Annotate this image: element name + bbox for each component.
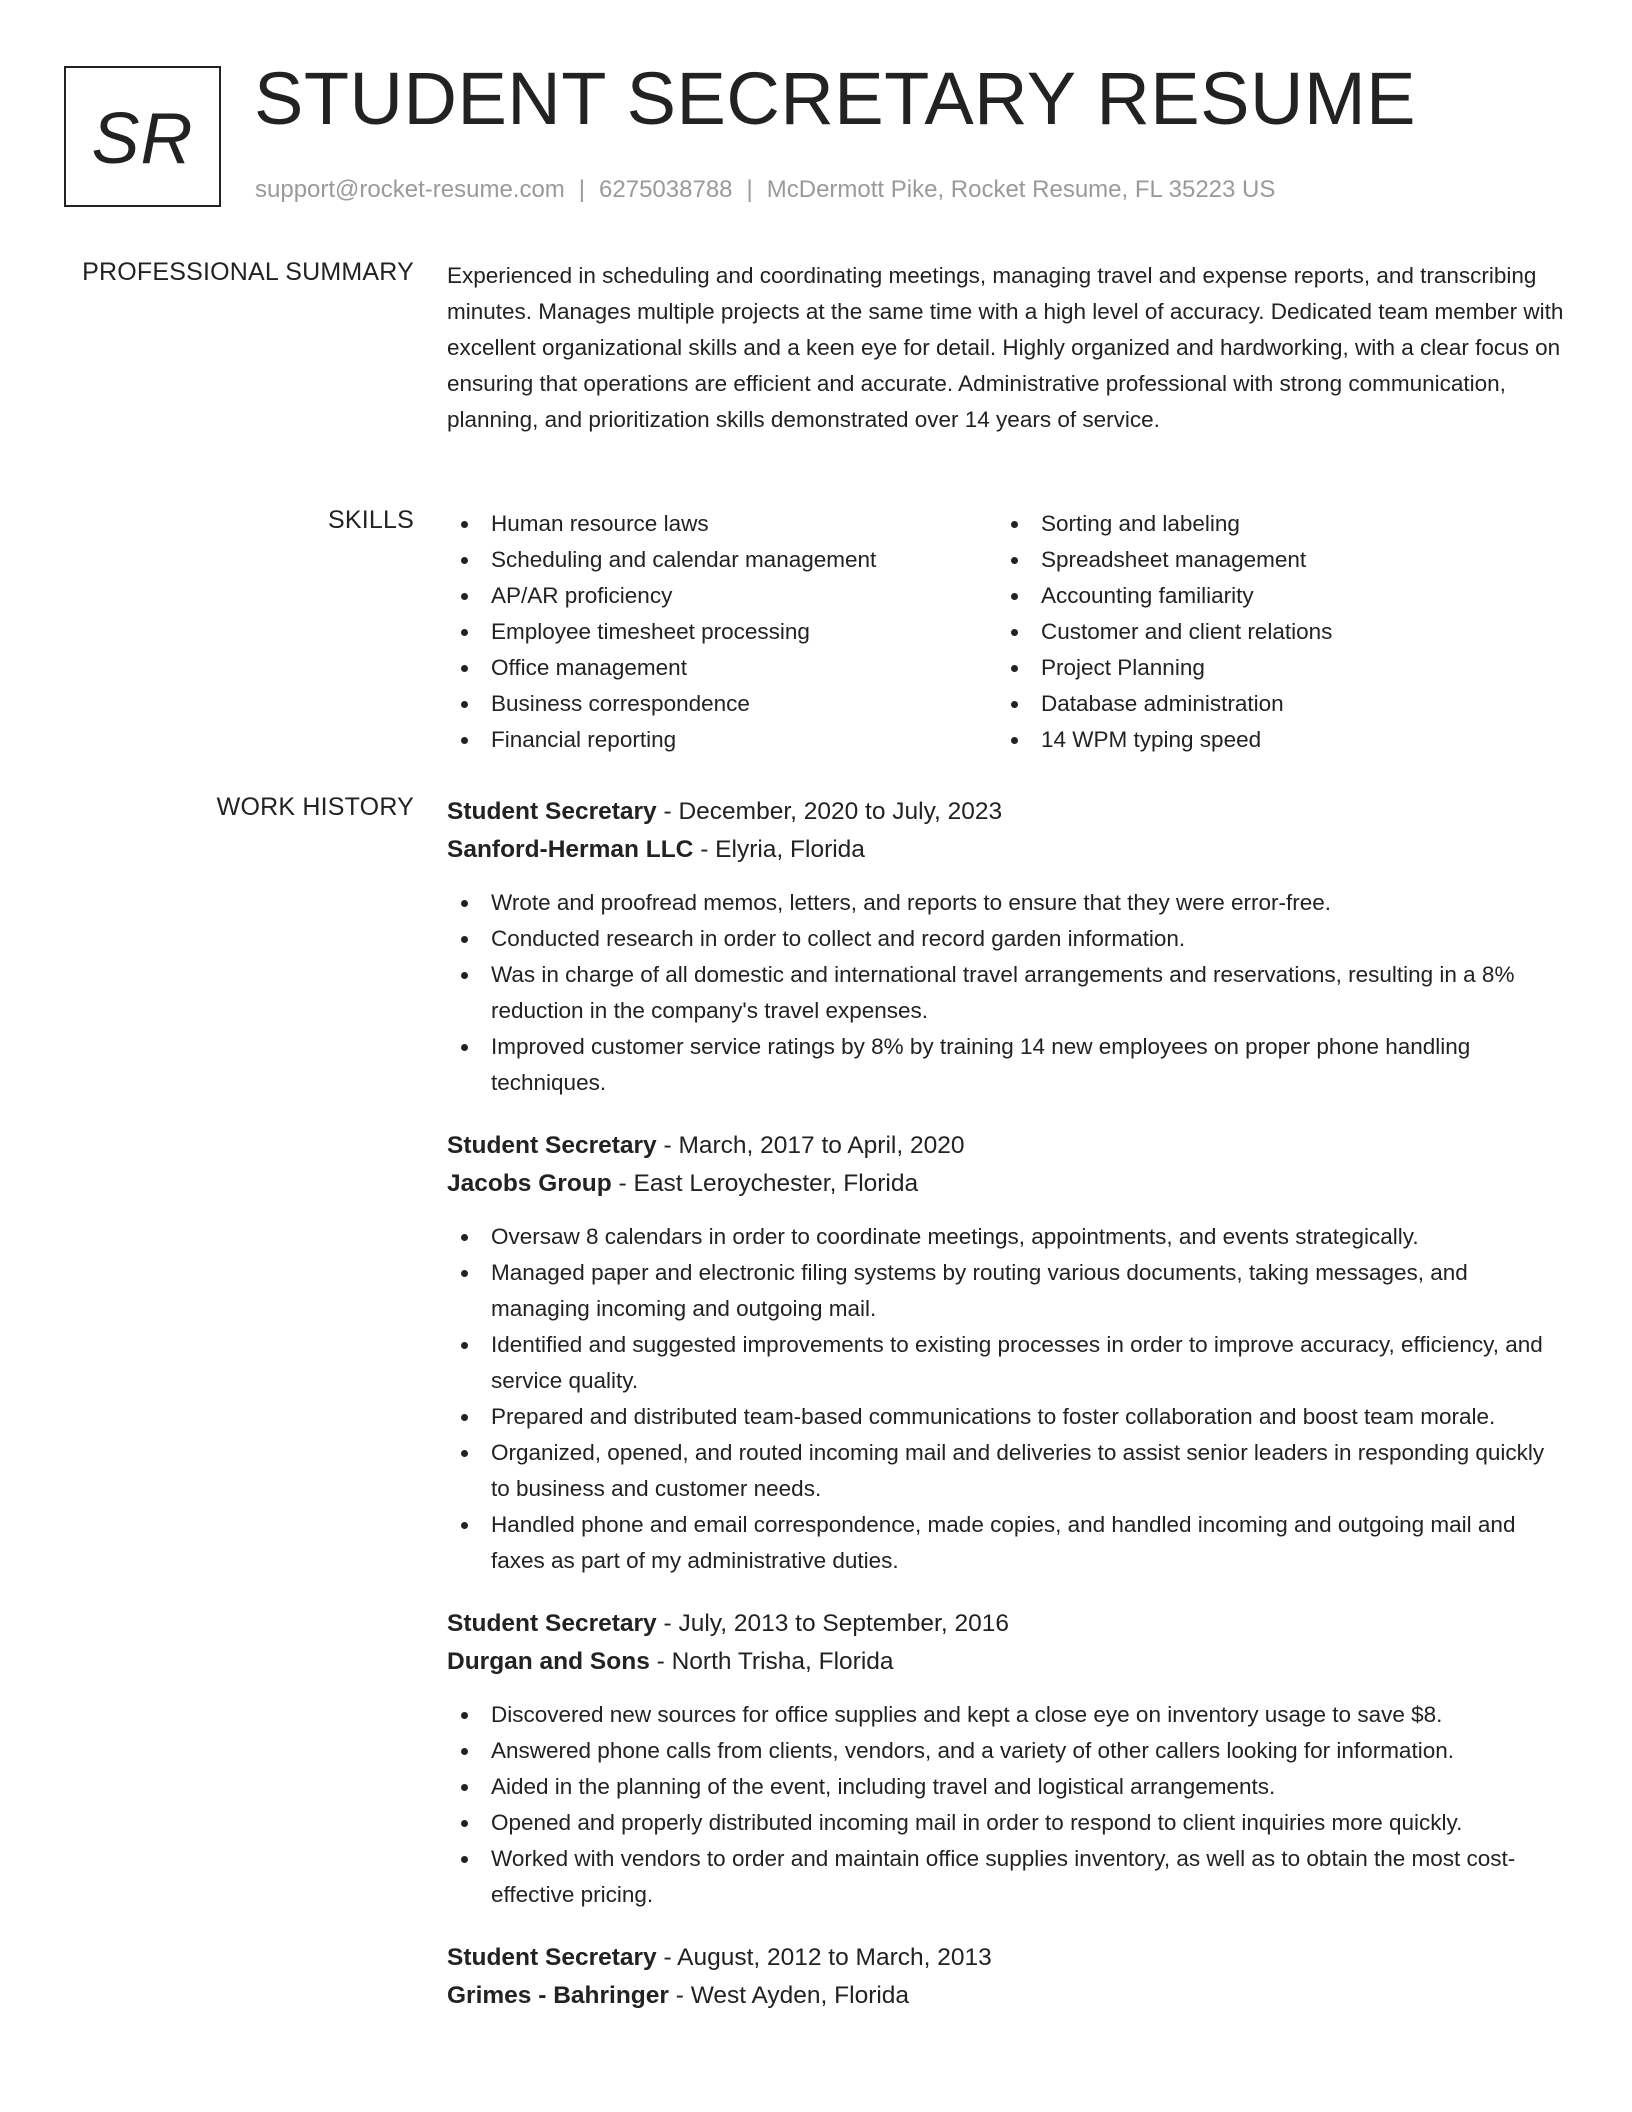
job-bullet: Conducted research in order to collect and record garden information. xyxy=(447,921,1569,957)
job-title: Student Secretary xyxy=(447,1132,657,1159)
skill-item: Sorting and labeling xyxy=(997,506,1547,542)
job-entry xyxy=(447,1605,1569,1913)
skill-item: Project Planning xyxy=(997,650,1547,686)
job-location: - North Trisha, Florida xyxy=(649,1648,894,1675)
job-title-line xyxy=(447,1939,1569,1977)
job-location: - East Leroychester, Florida xyxy=(611,1170,919,1197)
work-history-body xyxy=(447,793,1569,2041)
job-title-line xyxy=(447,793,1569,831)
skill-item: Accounting familiarity xyxy=(997,578,1547,614)
job-entry xyxy=(447,1939,1569,2015)
section-label-summary: PROFESSIONAL SUMMARY xyxy=(82,258,414,286)
job-company: Grimes - Bahringer xyxy=(447,1982,669,2009)
skill-item: Business correspondence xyxy=(447,686,997,722)
job-title-line xyxy=(447,1127,1569,1165)
job-dates: - March, 2017 to April, 2020 xyxy=(656,1132,965,1159)
skill-item: Office management xyxy=(447,650,997,686)
job-bullet: Opened and properly distributed incoming mail in order to respond to client inquiries more quickly. xyxy=(447,1805,1569,1841)
job-bullet: Discovered new sources for office supplies and kept a close eye on inventory usage to save $8. xyxy=(447,1697,1569,1733)
contact-email[interactable]: support@rocket-resume.com xyxy=(255,176,565,203)
skill-item: Customer and client relations xyxy=(997,614,1547,650)
skill-item: Scheduling and calendar management xyxy=(447,542,997,578)
contact-line xyxy=(255,176,1275,204)
skill-item: AP/AR proficiency xyxy=(447,578,997,614)
contact-phone[interactable]: 6275038788 xyxy=(599,176,733,203)
job-company: Sanford-Herman LLC xyxy=(447,836,694,863)
job-bullet: Identified and suggested improvements to existing processes in order to improve accuracy, efficiency, and service quality. xyxy=(447,1327,1569,1399)
job-bullet: Managed paper and electronic filing systems by routing various documents, taking messages, and managing incoming and outgoing mail. xyxy=(447,1255,1569,1327)
job-bullet: Answered phone calls from clients, vendors, and a variety of other callers looking for information. xyxy=(447,1733,1569,1769)
summary-body xyxy=(447,258,1569,438)
section-label-skills: SKILLS xyxy=(328,506,414,534)
job-title: Student Secretary xyxy=(447,1610,657,1637)
skill-item: Spreadsheet management xyxy=(997,542,1547,578)
job-company-line xyxy=(447,1165,1569,1203)
summary-text: Experienced in scheduling and coordinating meetings, managing travel and expense reports, and transcribing minutes. Manages multiple projects at the same time with a high level of accuracy. Dedicated team member with excellent organizational skills and a keen eye for detail. Highly organized and hardworking, with a clear focus on ensuring that operations are efficient and accurate. Administrative professional with strong communication, planning, and prioritization skills demonstrated over 14 years of service. xyxy=(447,263,1564,432)
job-bullet: Handled phone and email correspondence, made copies, and handled incoming and outgoing mail and faxes as part of my administrative duties. xyxy=(447,1507,1569,1579)
job-bullets xyxy=(447,1219,1569,1579)
skill-item: Database administration xyxy=(997,686,1547,722)
skills-body xyxy=(447,506,1569,758)
job-bullet: Organized, opened, and routed incoming mail and deliveries to assist senior leaders in responding quickly to business and customer needs. xyxy=(447,1435,1569,1507)
job-bullet: Aided in the planning of the event, including travel and logistical arrangements. xyxy=(447,1769,1569,1805)
job-bullet: Improved customer service ratings by 8% by training 14 new employees on proper phone handling techniques. xyxy=(447,1029,1569,1101)
contact-separator: | xyxy=(578,176,586,203)
job-company: Jacobs Group xyxy=(447,1170,612,1197)
skills-column-right xyxy=(997,506,1547,758)
job-title: Student Secretary xyxy=(447,798,657,825)
job-bullets xyxy=(447,1697,1569,1913)
job-title-line xyxy=(447,1605,1569,1643)
skills-column-left xyxy=(447,506,997,758)
job-company-line xyxy=(447,1977,1569,2015)
job-bullet: Worked with vendors to order and maintain office supplies inventory, as well as to obtain the most cost-effective pricing. xyxy=(447,1841,1569,1913)
job-company-line xyxy=(447,831,1569,869)
job-title: Student Secretary xyxy=(447,1944,657,1971)
job-bullets xyxy=(447,885,1569,1101)
job-dates: - July, 2013 to September, 2016 xyxy=(656,1610,1009,1637)
skill-item: Financial reporting xyxy=(447,722,997,758)
skill-item: 14 WPM typing speed xyxy=(997,722,1547,758)
skill-item: Human resource laws xyxy=(447,506,997,542)
job-bullet: Oversaw 8 calendars in order to coordinate meetings, appointments, and events strategically. xyxy=(447,1219,1569,1255)
skill-item: Employee timesheet processing xyxy=(447,614,997,650)
monogram-logo xyxy=(64,66,221,207)
job-company: Durgan and Sons xyxy=(447,1648,650,1675)
job-bullet: Was in charge of all domestic and international travel arrangements and reservations, resulting in a 8% reduction in the company's travel expenses. xyxy=(447,957,1569,1029)
job-entry xyxy=(447,793,1569,1101)
section-label-work-history: WORK HISTORY xyxy=(216,793,414,821)
job-dates: - August, 2012 to March, 2013 xyxy=(656,1944,992,1971)
contact-separator: | xyxy=(746,176,753,203)
job-bullet: Wrote and proofread memos, letters, and reports to ensure that they were error-free. xyxy=(447,885,1569,921)
monogram-initials: SR xyxy=(91,98,194,179)
page-title: STUDENT SECRETARY RESUME xyxy=(254,57,1416,140)
contact-address: McDermott Pike, Rocket Resume, FL 35223 US xyxy=(766,176,1276,203)
job-dates: - December, 2020 to July, 2023 xyxy=(656,798,1003,825)
job-bullet: Prepared and distributed team-based communications to foster collaboration and boost team morale. xyxy=(447,1399,1569,1435)
job-entry xyxy=(447,1127,1569,1579)
job-location: - Elyria, Florida xyxy=(693,836,865,863)
job-company-line xyxy=(447,1643,1569,1681)
job-location: - West Ayden, Florida xyxy=(668,1982,910,2009)
